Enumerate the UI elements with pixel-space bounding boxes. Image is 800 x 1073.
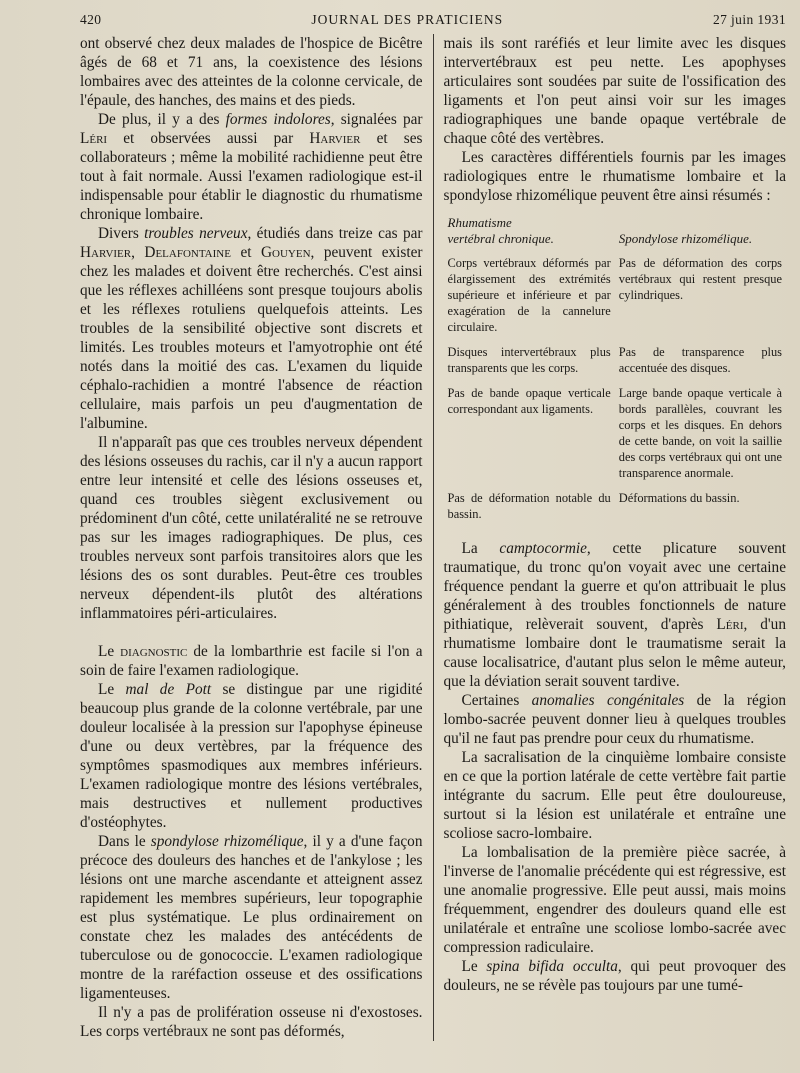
- table-row: [444, 385, 787, 490]
- paragraph: Dans le spondylose rhizomélique, il y a d'une façon précoce des douleurs des hanches et de l'ankylose ; les lésions ont une marche ascendante et atteignent assez rapidement les membres supérieurs, leur topographie est plus systématique. Le plus ordinairement on constate chez les malades des antécédents de tuberculose ou de gonococcie. L'examen radiologique montre de la raréfaction osseuse et des ossifications ligamenteuses.: [80, 833, 423, 1002]
- table-cell: Pas de déformation des corps vertébraux qui restent presque cylindriques.: [618, 256, 782, 302]
- table-cell: Corps vertébraux déformés par élargissement des extrémités supérieure et inférieure et par exagération de la cannelure circulaire.: [447, 256, 611, 334]
- page-header: [72, 12, 786, 28]
- table-cell: Disques intervertébraux plus transparents que les corps.: [447, 345, 611, 375]
- paragraph: La camptocormie, cette plicature souvent traumatique, du tronc qu'on voyait avec une certaine fréquence pendant la guerre et qu'on attribuait le plus généralement à des troubles fonctionnels de nature pithiatique, relèverait souvent, d'après Léri, d'un rhumatisme lombaire dont le traumatisme serait la cause localisatrice, d'autant plus selon le même auteur, que la déviation serait souvent tardive.: [443, 540, 786, 690]
- table-cell: Pas de déformation notable du bassin.: [447, 491, 611, 521]
- paragraph: Le diagnostic de la lombarthrie est facile si l'on a soin de faire l'examen radiologique.: [80, 643, 423, 679]
- paragraph: La sacralisation de la cinquième lombaire consiste en ce que la portion latérale de cette vertèbre fait partie intégrante du sacrum. Elle peut être douloureuse, surtout si la lésion est unilatérale et entraîne une scoliose sacro-lombaire.: [443, 749, 786, 842]
- comparison-table: [444, 215, 787, 531]
- paragraph: mais ils sont raréfiés et leur limite avec les disques intervertébraux est peu nette. Les apophyses articulaires sont soudées par suite de l'ossification des ligaments et l'on peut ainsi voir sur les images radiographiques une bande opaque vertébrale de chaque côté des vertèbres.: [443, 35, 786, 147]
- paragraph: Le spina bifida occulta, qui peut provoquer des douleurs, ne se révèle pas toujours par une tumé-: [443, 958, 786, 994]
- left-column: [80, 34, 434, 1041]
- journal-title: JOURNAL DES PRATICIENS: [311, 12, 504, 27]
- table-row: [444, 344, 787, 385]
- issue-date: 27 juin 1931: [712, 12, 786, 27]
- table-cell: Pas de bande opaque verticale correspondant aux ligaments.: [447, 386, 611, 416]
- paragraph: Divers troubles nerveux, étudiés dans treize cas par Harvier, Delafontaine et Gouyen, peuvent exister chez les malades et doivent être recherchés. C'est ainsi que les réflexes achilléens sont presque toujours abolis et les réflexes rotuliens quelquefois atteints. Les troubles de la sensibilité objective sont discrets et limités. Les troubles moteurs et l'amyotrophie ont été notés dans la moitié des cas. L'examen du liquide céphalo-rachidien a montré l'absence de réaction cellulaire, mais parfois un peu d'augmentation de l'albumine.: [80, 225, 423, 432]
- right-column: [434, 34, 787, 1041]
- paragraph: Il n'apparaît pas que ces troubles nerveux dépendent des lésions osseuses du rachis, car il n'y a aucun rapport entre leur intensité et celle des lésions osseuses et, quand ces troubles siègent exclusivement ou prédominent d'un côté, cette unilatéralité ne se retrouve pas sur les images radiographiques. De plus, ces troubles nerveux sont parfois transitoires alors que les lésions des os sont durables. Peut-être ces troubles nerveux dépendent-ils plutôt des altérations inflammatoires péri-articulaires.: [80, 434, 423, 622]
- table-row: [444, 490, 787, 531]
- table-header-row: [444, 215, 787, 255]
- paragraph: Certaines anomalies congénitales de la région lombo-sacrée peuvent donner lieu à quelques troubles qu'il ne faut pas prendre pour ceux du rhumatisme.: [443, 692, 787, 747]
- page-number: 420: [80, 12, 102, 27]
- table-cell: Déformations du bassin.: [618, 491, 740, 505]
- paragraph: La lombalisation de la première pièce sacrée, à l'inverse de l'anomalie précédente qui est régressive, est une anomalie progressive. Elle peut aussi, mais moins fréquemment, engendrer des douleurs quand elle est unilatérale et entraîne une scoliose lombo-sacrée avec compression radiculaire.: [443, 844, 786, 956]
- paragraph: ont observé chez deux malades de l'hospice de Bicêtre âgés de 68 et 71 ans, la coexistence des lésions lombaires avec des atteintes de la colonne cervicale, de l'épaule, des hanches, des mains et des pieds.: [80, 35, 423, 109]
- table-cell: Large bande opaque verticale à bords parallèles, couvrant les corps et les disques. En dehors de cette bande, on voit la saillie des corps vertébraux qui ont une transparence anormale.: [618, 386, 782, 480]
- table-cell: Pas de transparence plus accentuée des disques.: [618, 345, 782, 375]
- spacer: [80, 623, 423, 642]
- table-row: [444, 255, 787, 344]
- column-header-spondylose: Spondylose rhizomélique.: [618, 231, 753, 246]
- paragraph: Il n'y a pas de prolifération osseuse ni d'exostoses. Les corps vertébraux ne sont pas déformés,: [80, 1004, 423, 1040]
- paragraph: De plus, il y a des formes indolores, signalées par Léri et observées aussi par Harvier et ses collaborateurs ; même la mobilité rachidienne peut être tout à fait normale. Aussi l'examen radiologique est-il indispensable pour établir le diagnostic du rhumatisme chronique lombaire.: [80, 111, 423, 223]
- paragraph: Le mal de Pott se distingue par une rigidité beaucoup plus grande de la colonne vertébrale, par une douleur localisée à la pression sur l'apophyse épineuse d'une ou deux vertèbres, par la fréquence des symptômes spasmodiques aux membres inférieurs. L'examen radiologique montre des lésions vertébrales, mais destructives et nullement productives d'ostéophytes.: [80, 681, 423, 831]
- paragraph: Les caractères différentiels fournis par les images radiologiques entre le rhumatisme lombaire et la spondylose rhizomélique peuvent être ainsi résumés :: [443, 149, 786, 204]
- column-header-rhumatisme: Rhumatisme vertébral chronique.: [447, 215, 554, 246]
- article-columns: [72, 34, 786, 1041]
